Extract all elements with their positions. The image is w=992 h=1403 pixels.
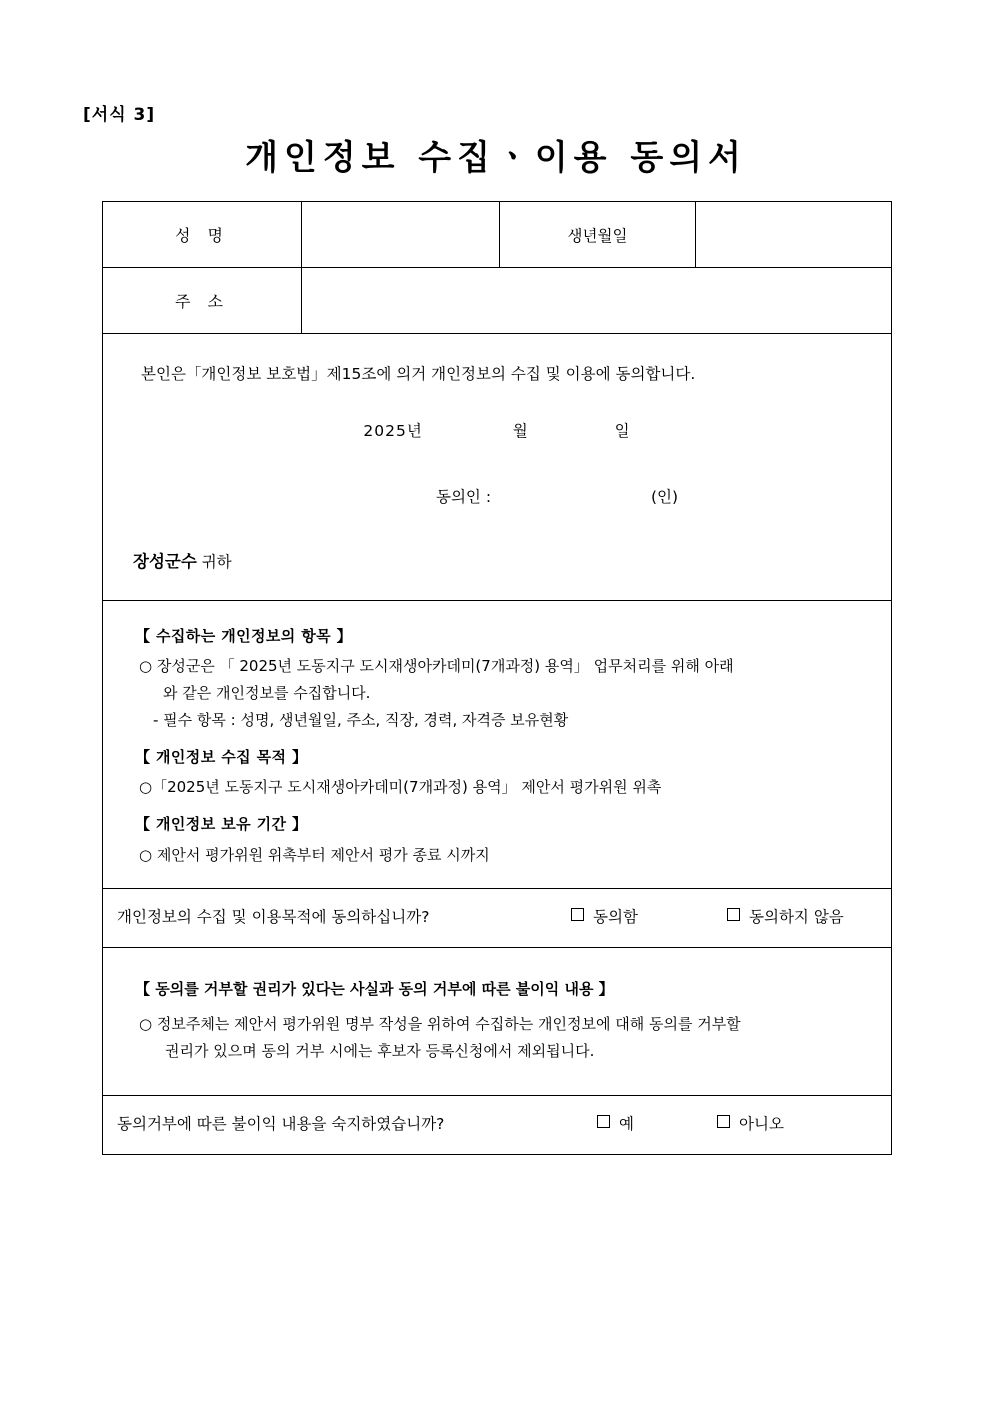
collected-items-bullet-cont: 와 같은 개인정보를 수집합니다. [163,684,371,703]
collected-items-heading: 【 수집하는 개인정보의 항목 】 [135,626,353,645]
purpose-bullet: ○「2025년 도동지구 도시재생아카데미(7개과정) 용역」 제안서 평가위원 위촉 [139,778,662,797]
acknowledge-no-option[interactable] [717,1112,784,1134]
address-label: 주 소 [103,268,302,334]
acknowledge-question-text: 동의거부에 따른 불이익 내용을 숙지하였습니까? [117,1115,445,1134]
checkbox-icon[interactable] [597,1115,610,1128]
address-field[interactable] [302,268,892,334]
retention-bullet: ○ 제안서 평가위원 위촉부터 제안서 평가 종료 시까지 [139,845,490,864]
consent-agree-label: 동의함 [593,908,638,927]
birthdate-field[interactable] [696,202,892,268]
table-row-consent-question [103,889,892,948]
birthdate-label: 생년월일 [500,202,696,268]
acknowledge-question-cell [103,1096,892,1155]
name-field[interactable] [302,202,500,268]
signer-label: 동의인 : [435,487,492,506]
refusal-info-cell [103,948,892,1096]
table-row-declaration [103,334,892,601]
refusal-bullet-cont: 권리가 있으며 동의 거부 시에는 후보자 등록신청에서 제외됩니다. [165,1042,595,1061]
checkbox-icon[interactable] [571,908,584,921]
acknowledge-question-row [103,1096,891,1154]
collection-info-cell [103,600,892,889]
declaration-statement: 본인은「개인정보 보호법」제15조에 의거 개인정보의 수집 및 이용에 동의합니다. [141,365,696,383]
checkbox-icon[interactable] [717,1115,730,1128]
declaration-cell [103,334,892,601]
acknowledge-yes-option[interactable] [597,1112,634,1134]
acknowledge-no-label: 아니오 [739,1115,784,1134]
collected-items-bullet: ○ 장성군은 「 2025년 도동지구 도시재생아카데미(7개과정) 용역」 업무처리를 위해 아래 [139,657,734,676]
table-row-name-birth [103,202,892,268]
recipient-suffix: 귀하 [201,553,232,572]
table-row-acknowledge-question [103,1096,892,1155]
consent-question-row [103,889,891,947]
table-row-address [103,268,892,334]
form-tag: [서식 3] [83,105,156,125]
table-row-refusal-info [103,948,892,1096]
consent-agree-option[interactable] [571,905,638,927]
recipient-name: 장성군수 [133,552,197,572]
recipient-line [125,546,869,577]
signature-line [125,483,869,512]
retention-heading: 【 개인정보 보유 기간 】 [135,814,308,833]
consent-form-table [102,201,892,1155]
acknowledge-yes-label: 예 [619,1115,634,1134]
page-title: 개인정보 수집ㆍ이용 동의서 [245,138,747,178]
declaration-date-line [125,417,869,446]
consent-disagree-option[interactable] [727,905,844,927]
collected-items-required: - 필수 항목 : 성명, 생년월일, 주소, 직장, 경력, 자격증 보유현황 [153,710,569,729]
refusal-bullet: ○ 정보주체는 제안서 평가위원 명부 작성을 위하여 수집하는 개인정보에 대해 동의를 거부할 [139,1015,741,1034]
consent-disagree-label: 동의하지 않음 [749,908,844,927]
declaration-month: 월 [512,422,529,441]
seal-label: (인) [650,487,679,506]
purpose-heading: 【 개인정보 수집 목적 】 [135,747,308,766]
declaration-day: 일 [614,422,631,441]
name-label: 성 명 [103,202,302,268]
refusal-heading: 【 동의를 거부할 권리가 있다는 사실과 동의 거부에 따른 불이익 내용 】 [135,980,614,999]
consent-question-text: 개인정보의 수집 및 이용목적에 동의하십니까? [117,908,430,927]
checkbox-icon[interactable] [727,908,740,921]
declaration-year: 2025년 [363,422,423,441]
table-row-collection-info [103,600,892,889]
consent-question-cell [103,889,892,948]
